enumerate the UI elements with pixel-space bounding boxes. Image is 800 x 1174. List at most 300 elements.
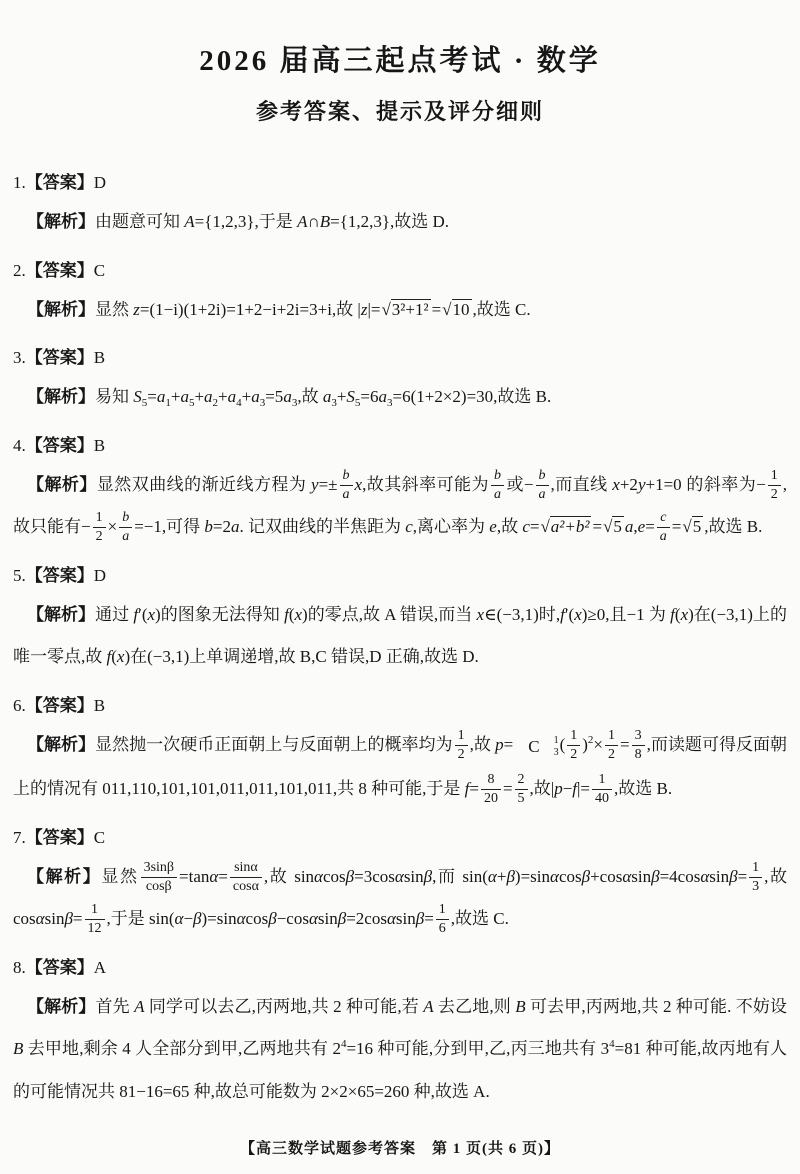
text-run: = <box>620 734 630 754</box>
text-run: ,故 <box>297 387 323 406</box>
answer-line <box>13 168 787 193</box>
problem-number: 3. <box>13 348 26 367</box>
math-fraction <box>592 772 612 807</box>
fraction-denominator: 8 <box>634 746 642 762</box>
fraction-numerator: 8 <box>481 772 501 790</box>
analysis-label: 【解析】 <box>27 996 96 1016</box>
fraction-numerator: b <box>491 468 504 486</box>
answer-label: 【答案】 <box>25 827 94 847</box>
text-run: ,故其斜率可能为 <box>362 474 489 494</box>
text-run: sin <box>395 909 416 928</box>
math-sup: 2 <box>587 733 594 746</box>
fraction-denominator: 2 <box>608 746 616 762</box>
math-sub: 3 <box>291 397 298 409</box>
analysis-paragraph <box>13 464 787 549</box>
fraction-denominator: a <box>342 486 350 502</box>
text-run: ,而读题可得反面朝上的情况有 011,110,101,101,011,011,101,011,共 8 种可能,于是 <box>13 734 788 798</box>
answer-line <box>13 691 787 716</box>
text-run: = <box>645 517 655 536</box>
fraction-denominator: 3 <box>752 878 760 894</box>
text-run: 通过 <box>95 604 134 624</box>
analysis-paragraph <box>13 856 787 941</box>
text-run: )在(−3,1)上单调递增,故 B,C 错误,D 正确,故选 D. <box>124 647 479 666</box>
math-var: A <box>134 996 145 1016</box>
fraction-numerator: sinα <box>230 860 262 878</box>
fraction-numerator: 1 <box>592 772 612 790</box>
analysis-label: 【解析】 <box>27 604 96 624</box>
math-sub: 4 <box>236 397 242 409</box>
text-run: cos <box>322 866 346 886</box>
problem-8 <box>13 953 787 1114</box>
text-run: ) <box>582 734 588 754</box>
fraction-denominator: 2 <box>770 486 778 502</box>
analysis-label: 【解析】 <box>27 299 95 319</box>
answer-value: B <box>93 435 106 455</box>
math-sqrt <box>682 517 703 536</box>
fraction-numerator: b <box>340 468 353 486</box>
math-var: x <box>574 604 582 624</box>
math-var: f <box>284 604 289 624</box>
text-run: ∈(−3,1)时, <box>484 604 561 624</box>
math-var: α <box>209 866 219 886</box>
math-sub: 5 <box>141 397 148 409</box>
math-fraction <box>436 902 449 937</box>
math-var: α <box>386 909 396 928</box>
math-fraction <box>481 772 501 807</box>
problems-list <box>13 168 787 1113</box>
text-run: ,故选 C. <box>450 909 509 928</box>
math-var: α <box>700 866 710 886</box>
math-var: A <box>184 212 195 231</box>
math-var: p <box>554 779 563 798</box>
analysis-label: 【解析】 <box>27 387 95 406</box>
fraction-denominator: a <box>493 486 501 502</box>
math-sqrt <box>603 517 624 536</box>
math-var: x <box>476 604 485 624</box>
text-run: +cos <box>590 866 623 886</box>
math-fraction <box>93 510 106 545</box>
math-var: A <box>297 212 308 231</box>
math-var: β <box>651 866 660 886</box>
text-run: 显然双曲线的渐近线方程为 <box>96 474 312 494</box>
math-fraction <box>632 728 645 763</box>
math-sub: 3 <box>259 397 266 409</box>
text-run: ,离心率为 <box>412 517 490 536</box>
fraction-denominator: 6 <box>438 921 446 937</box>
math-var: α <box>308 909 318 928</box>
combination-indices <box>540 735 559 758</box>
math-var: a <box>227 387 237 406</box>
math-var: α <box>35 909 45 928</box>
fraction-numerator: 3 <box>632 728 645 746</box>
answer-value: D <box>93 173 107 192</box>
fraction-numerator: c <box>657 510 670 528</box>
math-var: a <box>230 517 240 536</box>
problem-number: 4. <box>13 435 26 455</box>
math-sup: 4 <box>340 1038 347 1050</box>
text-run: ,故 cos <box>13 866 788 928</box>
text-run: sin <box>403 866 424 886</box>
fraction-numerator: 1 <box>436 902 449 920</box>
answer-line <box>13 953 787 978</box>
text-run: =2cos <box>346 909 387 928</box>
fraction-numerator: 1 <box>567 728 580 746</box>
math-var: α <box>314 866 323 886</box>
fraction-numerator: 1 <box>93 510 106 528</box>
radicand: a²+b² <box>550 517 590 536</box>
math-var: a <box>251 387 260 406</box>
analysis-label: 【解析】 <box>27 212 95 231</box>
text-run: + <box>241 387 252 406</box>
math-var: f <box>133 604 139 624</box>
text-run: = <box>147 387 157 406</box>
text-run: ( <box>288 604 295 624</box>
text-run: =16 种可能,分到甲,乙,丙三地共有 3 <box>346 1039 610 1058</box>
math-fraction <box>605 728 618 763</box>
answer-label: 【答案】 <box>25 435 94 455</box>
analysis-paragraph <box>13 289 787 332</box>
text-run: = <box>592 517 603 536</box>
fraction-denominator: a <box>659 529 667 545</box>
fraction-numerator: 1 <box>455 728 468 746</box>
fraction-numerator: 1 <box>749 860 762 878</box>
math-var: β <box>337 909 347 928</box>
text-run: 去乙地,则 <box>433 996 516 1016</box>
math-var: b <box>204 517 213 536</box>
math-fraction <box>749 860 762 895</box>
math-var: a <box>624 517 634 536</box>
text-run: = <box>737 866 748 886</box>
text-run: =3cos <box>354 866 395 886</box>
answer-value: A <box>93 957 107 977</box>
math-var: α <box>487 866 497 886</box>
problem-3 <box>13 343 787 419</box>
fraction-numerator: b <box>119 510 132 528</box>
text-run: ′( <box>564 604 575 624</box>
math-var: y <box>637 474 646 494</box>
math-sub: 5 <box>354 397 361 409</box>
analysis-paragraph <box>13 986 787 1114</box>
fraction-numerator: 1 <box>85 902 105 920</box>
math-var: e <box>489 517 497 536</box>
math-var: x <box>680 604 689 624</box>
math-var: β <box>345 866 355 886</box>
math-var: β <box>193 909 202 928</box>
math-fraction <box>119 510 132 545</box>
math-var: α <box>174 909 184 928</box>
combination-symbol: C <box>528 736 540 756</box>
text-run: =(1−i)(1+2i)=1+2−i+2i=3+i,故 | <box>139 299 361 319</box>
fraction-denominator: cosα <box>232 878 259 894</box>
math-var: β <box>268 909 277 928</box>
math-var: a <box>204 387 213 406</box>
radicand: 10 <box>452 299 470 319</box>
problem-number: 8. <box>13 957 26 977</box>
text-run: = <box>431 299 442 319</box>
text-run: +2 <box>619 474 638 494</box>
math-var: c <box>405 517 413 536</box>
text-run: ,故选 B. <box>704 517 763 536</box>
text-run: ( <box>111 647 117 666</box>
text-run: 显然抛一次硬币正面朝上与反面朝上的概率均为 <box>95 734 453 754</box>
math-var: a <box>322 387 332 406</box>
text-run: = <box>502 779 513 798</box>
text-run: − <box>562 779 573 798</box>
math-var: α <box>394 866 404 886</box>
fraction-denominator: 2 <box>570 746 578 762</box>
answer-value: B <box>93 348 106 367</box>
math-var: f <box>572 779 578 798</box>
math-var: α <box>550 866 559 886</box>
problem-number: 1. <box>13 173 26 192</box>
text-run: ,故 <box>496 517 523 536</box>
math-var: a <box>283 387 292 406</box>
text-run: − <box>183 909 194 928</box>
math-sub: 3 <box>387 397 393 409</box>
answer-label: 【答案】 <box>25 957 94 977</box>
text-run: ′( <box>138 604 148 624</box>
text-run: 或− <box>505 474 534 494</box>
math-fraction <box>455 728 468 763</box>
text-run: )的图象无法得知 <box>155 604 285 624</box>
radicand: 5 <box>692 517 702 536</box>
header <box>13 38 787 126</box>
text-run: ,故| <box>529 779 555 798</box>
fraction-denominator: a <box>122 529 130 545</box>
text-run: + <box>194 387 205 406</box>
radical-sign: √ <box>540 517 550 536</box>
math-var: S <box>346 387 355 406</box>
radicand: 5 <box>613 517 622 536</box>
text-run: =± <box>318 474 338 494</box>
text-run: + <box>170 387 181 406</box>
math-var: β <box>729 866 738 886</box>
text-run: =6 <box>360 387 379 406</box>
math-var: A <box>423 996 434 1016</box>
text-run: +1=0 的斜率为− <box>645 474 766 494</box>
text-run: )在(−3,1)上的唯一零点,故 <box>13 604 787 666</box>
text-run: |= <box>577 779 591 798</box>
math-var: p <box>495 734 504 754</box>
math-fraction <box>536 468 549 503</box>
math-combination <box>514 726 558 769</box>
radical-sign: √ <box>442 299 452 319</box>
text-run: ={1,2,3},于是 <box>194 212 298 231</box>
analysis-label: 【解析】 <box>27 474 97 494</box>
answer-value: B <box>93 695 106 715</box>
text-run: + <box>336 387 347 406</box>
answer-line <box>13 256 787 281</box>
text-run: =81 种可能,故丙地有人的可能情况共 81−16=65 种,故总可能数为 2×2×65=260 种,故选 A. <box>13 1039 787 1101</box>
math-sub: 2 <box>212 397 219 409</box>
answer-label: 【答案】 <box>25 260 94 280</box>
math-var: x <box>294 604 303 624</box>
math-fraction <box>85 902 105 937</box>
fraction-denominator: 40 <box>595 791 610 807</box>
math-fraction <box>230 860 262 895</box>
problem-4 <box>13 431 787 549</box>
text-run: sin <box>317 909 338 928</box>
math-sup: 4 <box>609 1038 615 1050</box>
problem-number: 5. <box>13 565 26 585</box>
math-var: S <box>133 387 142 406</box>
text-run: ( <box>674 604 681 624</box>
text-run: + <box>496 866 507 886</box>
text-run: = <box>469 779 479 798</box>
analysis-label: 【解析】 <box>27 866 102 886</box>
math-var: α <box>236 909 246 928</box>
text-run: 易知 <box>95 387 134 406</box>
text-run: =tan <box>179 866 210 886</box>
fraction-denominator: 5 <box>517 791 525 807</box>
text-run: = <box>72 909 83 928</box>
math-var: a <box>156 387 166 406</box>
answer-value: D <box>93 565 107 585</box>
text-run: = <box>529 517 540 536</box>
math-var: β <box>506 866 515 886</box>
math-var: x <box>116 647 125 666</box>
problem-2 <box>13 256 787 332</box>
math-var: β <box>581 866 591 886</box>
math-var: y <box>311 474 319 494</box>
text-run: ,故选 C. <box>472 299 531 319</box>
text-run: . 记双曲线的半焦距为 <box>239 517 406 536</box>
radical-sign: √ <box>682 517 692 536</box>
math-var: f <box>560 604 565 624</box>
text-run: 首先 <box>95 996 135 1016</box>
math-fraction <box>567 728 580 763</box>
text-run: =4cos <box>659 866 701 886</box>
text-run: =6(1+2×2)=30,故选 B. <box>392 387 552 406</box>
math-var: a <box>180 387 189 406</box>
problem-5 <box>13 561 787 679</box>
page-title: 2026 届高三起点考试 · 数学 <box>199 45 601 77</box>
text-run: ,于是 sin( <box>106 909 175 928</box>
text-run: , <box>633 517 638 536</box>
text-run: =2 <box>212 517 231 536</box>
answer-value: C <box>93 260 106 280</box>
problem-number: 2. <box>13 260 26 280</box>
answer-label: 【答案】 <box>25 565 94 585</box>
math-fraction <box>657 510 670 545</box>
math-sub: 5 <box>188 397 195 409</box>
math-var: β <box>423 866 433 886</box>
text-run: 可去甲,丙两地,共 2 种可能. 不妨设 <box>525 996 788 1016</box>
fraction-numerator: 3sinβ <box>141 860 177 878</box>
text-run: −cos <box>276 909 309 928</box>
text-run: 显然 <box>95 299 134 319</box>
math-var: x <box>147 604 156 624</box>
text-run: )≥0,且−1 为 <box>581 604 671 624</box>
answer-label: 【答案】 <box>25 348 94 367</box>
page-footer <box>0 1137 800 1158</box>
fraction-denominator: 2 <box>457 746 465 762</box>
math-var: z <box>133 299 140 319</box>
math-var: α <box>622 866 632 886</box>
math-var: B <box>515 996 526 1016</box>
text-run: =5 <box>265 387 284 406</box>
text-run: ,故只能有− <box>13 474 788 536</box>
text-run: ,故选 B. <box>614 779 673 798</box>
analysis-paragraph <box>13 724 787 811</box>
answer-value: C <box>93 827 106 847</box>
fraction-numerator: 1 <box>605 728 618 746</box>
problem-1 <box>13 168 787 244</box>
text-run: 去甲地,剩余 4 人全部分到甲,乙两地共有 2 <box>23 1039 341 1058</box>
problem-6 <box>13 691 787 811</box>
text-run: cos <box>245 909 269 928</box>
math-fraction <box>340 468 353 503</box>
text-run: ( <box>559 734 566 754</box>
text-run: ,故 <box>469 734 496 754</box>
problem-7 <box>13 823 787 941</box>
text-run: |= <box>367 299 381 319</box>
answer-line <box>13 343 787 368</box>
math-var: B <box>319 212 331 231</box>
answer-label: 【答案】 <box>25 695 94 715</box>
text-run: + <box>218 387 228 406</box>
fraction-denominator: a <box>538 486 546 502</box>
text-run: ,故 sin <box>263 866 315 886</box>
answer-line <box>13 431 787 456</box>
analysis-paragraph <box>13 376 787 419</box>
text-run: = <box>671 517 682 536</box>
math-var: x <box>612 474 620 494</box>
math-sqrt <box>540 517 591 536</box>
text-run: cos <box>558 866 582 886</box>
problem-number: 6. <box>13 695 26 715</box>
text-run: )=sin <box>201 909 237 928</box>
fraction-numerator: 1 <box>768 468 781 486</box>
combination-superscript: 1 <box>553 735 559 747</box>
text-run: 同学可以去乙,丙两地,共 2 种可能,若 <box>144 996 424 1016</box>
math-var: B <box>13 1039 24 1058</box>
text-run: sin <box>44 909 65 928</box>
math-var: f <box>106 647 112 666</box>
math-var: f <box>464 779 470 798</box>
text-run: ={1,2,3},故选 D. <box>330 212 450 231</box>
problem-number: 7. <box>13 827 26 847</box>
page-subtitle: 参考答案、提示及评分细则 <box>255 99 544 124</box>
fraction-denominator: cosβ <box>145 878 172 894</box>
math-sub: 1 <box>165 397 171 409</box>
text-run: = <box>218 866 228 886</box>
text-run: )的零点,故 A 错误,而当 <box>302 604 477 624</box>
text-run: × <box>107 517 118 536</box>
math-sub: 3 <box>331 397 337 409</box>
radical-sign: √ <box>381 299 391 319</box>
math-sqrt <box>381 300 430 319</box>
text-run: ∩ <box>307 212 320 231</box>
math-fraction <box>515 772 528 807</box>
text-run: sin <box>631 866 652 886</box>
fraction-denominator: 12 <box>87 921 102 937</box>
answer-line <box>13 561 787 586</box>
combination-subscript: 3 <box>553 746 559 758</box>
text-run: )=sin <box>514 866 550 886</box>
text-run: = <box>424 909 434 928</box>
math-fraction <box>141 860 177 895</box>
math-var: f <box>670 604 675 624</box>
math-fraction <box>491 468 504 503</box>
fraction-numerator: b <box>536 468 549 486</box>
text-run: = <box>503 734 514 754</box>
math-var: β <box>64 909 73 928</box>
text-run: 显然 <box>101 866 139 886</box>
radical-sign: √ <box>603 517 613 536</box>
math-var: x <box>354 474 363 494</box>
fraction-denominator: 2 <box>95 529 103 545</box>
